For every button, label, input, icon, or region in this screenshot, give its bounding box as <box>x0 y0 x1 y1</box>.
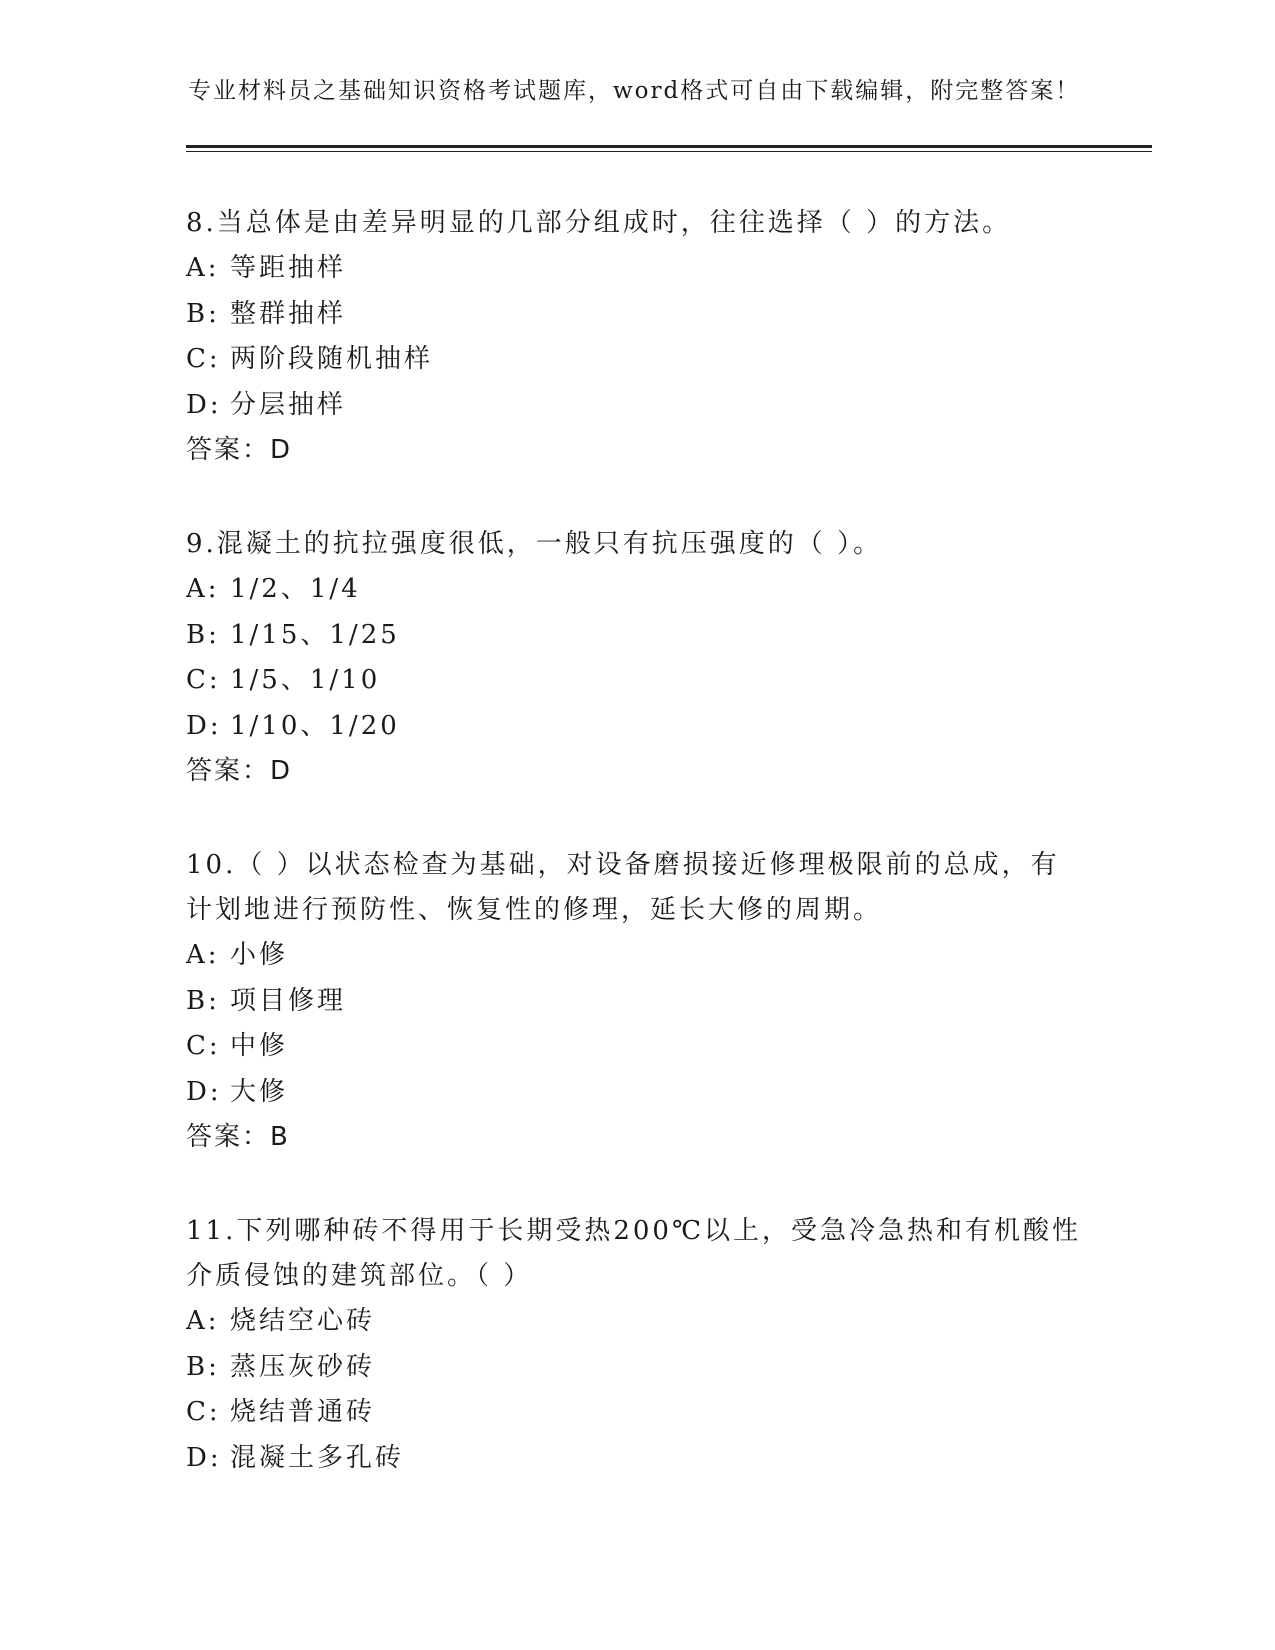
option-key: D: <box>186 389 222 420</box>
option-key: A: <box>186 1306 220 1336</box>
option-d <box>186 1070 1086 1116</box>
option-a <box>186 246 1086 292</box>
question-9 <box>186 522 1086 794</box>
option-c <box>186 1024 1086 1070</box>
option-c <box>186 658 1086 704</box>
option-text: 小修 <box>230 940 289 970</box>
option-key: C: <box>186 1031 221 1061</box>
option-c <box>186 337 1086 383</box>
option-text: 1/5、1/10 <box>230 665 381 695</box>
option-key: D: <box>186 710 222 741</box>
option-text: 中修 <box>230 1031 289 1061</box>
option-key: B: <box>186 619 220 650</box>
option-d <box>186 704 1086 750</box>
option-a <box>186 567 1086 613</box>
question-stem: 10.（ ）以状态检查为基础，对设备磨损接近修理极限前的总成，有计划地进行预防性、恢复性的修理，延长大修的周期。 <box>186 850 1060 925</box>
option-d <box>186 1436 1086 1482</box>
option-key: A: <box>186 940 220 970</box>
option-key: B: <box>186 985 220 1016</box>
answer-line: 答案：B <box>186 1122 290 1152</box>
option-text: 烧结普通砖 <box>230 1397 376 1427</box>
option-key: D: <box>186 1442 222 1473</box>
option-b <box>186 292 1086 338</box>
option-d <box>186 383 1086 429</box>
option-b <box>186 979 1086 1025</box>
option-key: A: <box>186 253 220 283</box>
question-10 <box>186 843 1086 1160</box>
option-text: 分层抽样 <box>230 389 347 420</box>
header-rule-thin <box>186 151 1152 152</box>
option-key: C: <box>186 1397 221 1427</box>
option-text: 1/2、1/4 <box>230 574 361 604</box>
option-text: 等距抽样 <box>230 253 347 283</box>
option-a <box>186 1299 1086 1345</box>
option-c <box>186 1390 1086 1436</box>
option-text: 混凝土多孔砖 <box>230 1442 405 1473</box>
option-text: 项目修理 <box>230 985 347 1016</box>
page-header: 专业材料员之基础知识资格考试题库，word格式可自由下载编辑，附完整答案！ <box>188 78 1081 104</box>
option-key: B: <box>186 1351 220 1382</box>
answer-line: 答案：D <box>186 435 293 465</box>
option-text: 两阶段随机抽样 <box>230 344 434 374</box>
question-list <box>186 201 1086 1530</box>
option-text: 整群抽样 <box>230 298 347 329</box>
option-a <box>186 933 1086 979</box>
option-key: A: <box>186 574 220 604</box>
option-text: 蒸压灰砂砖 <box>230 1351 376 1382</box>
question-8 <box>186 201 1086 473</box>
option-text: 大修 <box>230 1076 289 1107</box>
option-text: 1/15、1/25 <box>230 619 400 650</box>
option-key: C: <box>186 344 221 374</box>
question-stem: 8.当总体是由差异明显的几部分组成时，往往选择（ ）的方法。 <box>186 208 1012 238</box>
option-key: D: <box>186 1076 222 1107</box>
option-b <box>186 613 1086 659</box>
option-b <box>186 1345 1086 1391</box>
answer-line: 答案：D <box>186 756 293 786</box>
option-key: C: <box>186 665 221 695</box>
option-key: B: <box>186 298 220 329</box>
header-rule-thick <box>186 145 1152 148</box>
question-stem: 11.下列哪种砖不得用于长期受热200℃以上，受急冷急热和有机酸性介质侵蚀的建筑部位。（ ） <box>186 1216 1082 1291</box>
question-11 <box>186 1209 1086 1481</box>
option-text: 烧结空心砖 <box>230 1306 376 1336</box>
option-text: 1/10、1/20 <box>230 710 400 741</box>
question-stem: 9.混凝土的抗拉强度很低，一般只有抗压强度的（ ）。 <box>186 529 883 559</box>
